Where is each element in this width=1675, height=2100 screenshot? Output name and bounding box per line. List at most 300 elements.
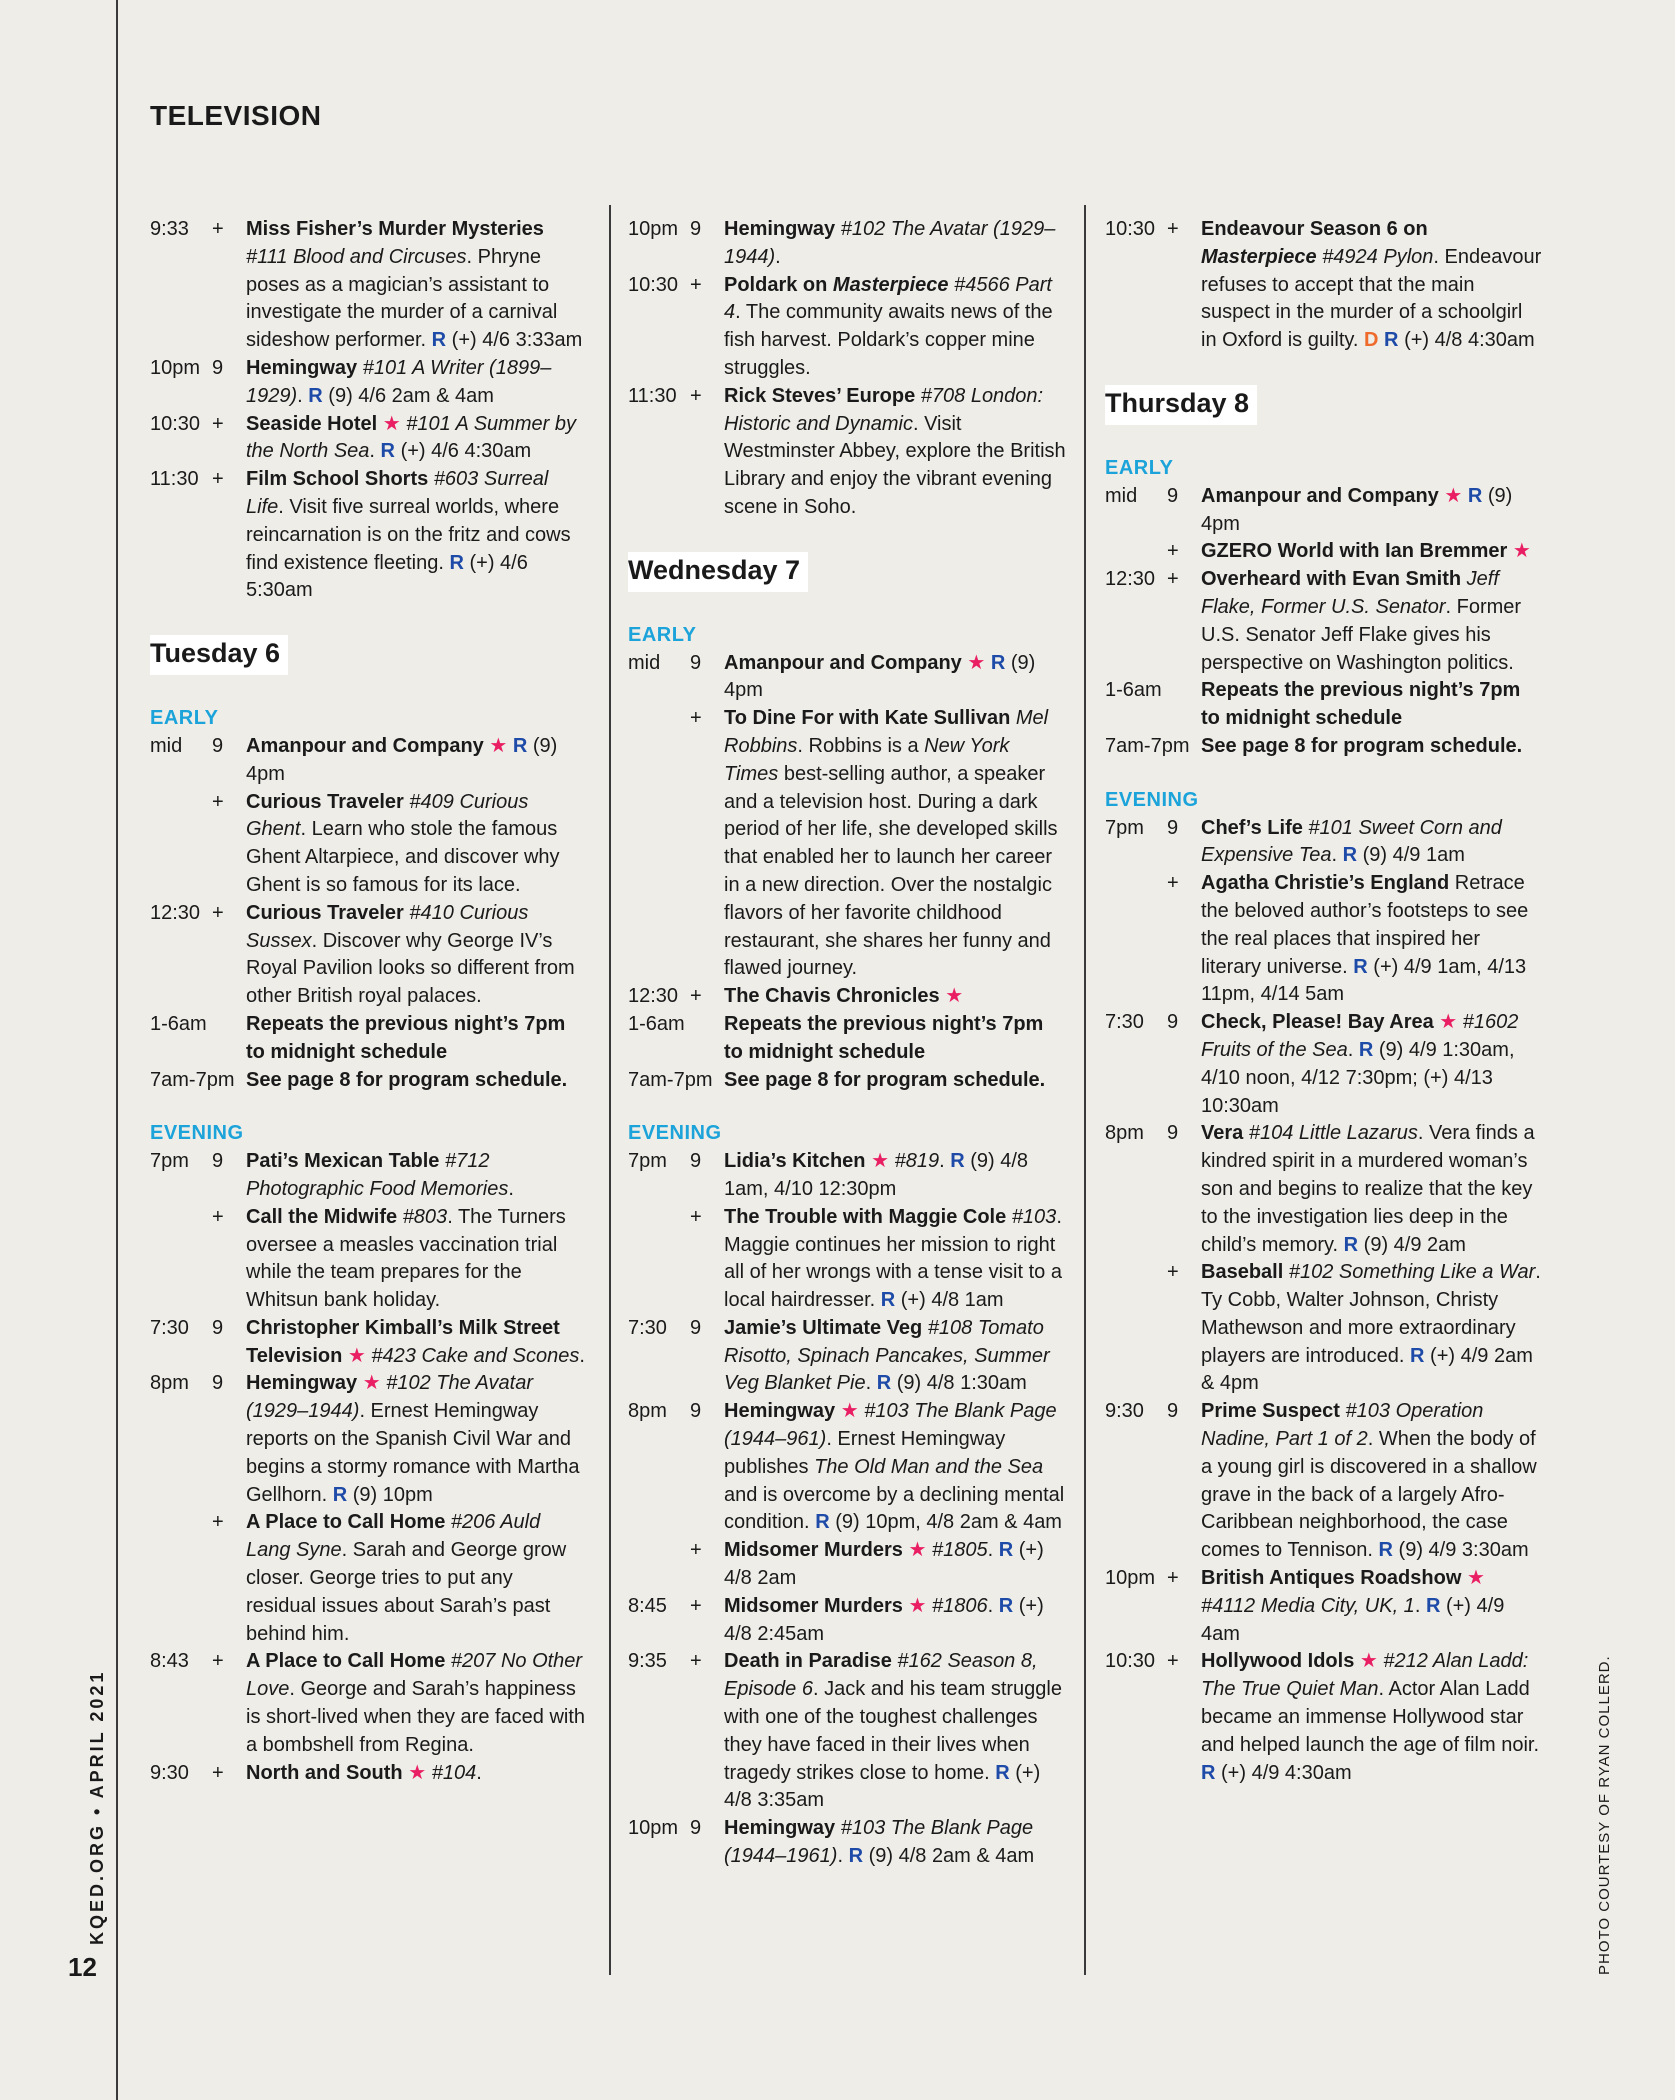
star-icon: ★	[362, 1372, 381, 1395]
description: .	[508, 1177, 514, 1200]
listing-row	[628, 983, 1066, 1011]
channel: 9	[212, 1372, 224, 1395]
listing-row	[150, 1148, 588, 1204]
time-slot: 1-6am	[150, 1012, 207, 1035]
listing-row	[628, 1815, 1066, 1871]
time-slot: 8pm	[150, 1372, 189, 1395]
description: .	[987, 1539, 994, 1562]
day-heading: Wednesday 7	[628, 552, 808, 592]
channel: +	[212, 790, 224, 813]
listing-row	[150, 1509, 588, 1648]
channel: +	[1167, 218, 1179, 240]
time-slot	[628, 1204, 690, 1315]
episode: #4112 Media City, UK, 1	[1201, 1594, 1415, 1617]
listing-row	[1105, 815, 1543, 871]
listing-row	[1105, 1120, 1543, 1259]
episode: #423 Cake and Scones	[371, 1344, 580, 1367]
channel: 9	[212, 1316, 224, 1339]
description: best-selling author, a speaker and a television host. During a dark period of her life, she developed skills that enabled her to launch her career in a new direction. Over the nostalgic flavors of her favorite childhood restaurant, she shares her funny and flawed journey.	[724, 762, 1058, 980]
program-entry	[246, 1011, 588, 1067]
channel: +	[690, 273, 702, 296]
description: . When the body of a young girl is discovered in a shallow grave in the back of a largely Afro-Caribbean neighborhood, the case comes to Tennison.	[1201, 1428, 1537, 1562]
program-entry	[1201, 1120, 1543, 1259]
listing-row	[628, 216, 1066, 272]
star-icon: ★	[347, 1344, 366, 1367]
time-slot: 11:30	[628, 384, 677, 407]
episode: #712 Photographic Food Memories	[246, 1150, 509, 1200]
star-icon: ★	[489, 734, 508, 757]
channel	[1167, 677, 1201, 733]
time-slot: 8pm	[628, 1400, 667, 1423]
star-icon: ★	[1439, 1011, 1458, 1034]
channel: +	[212, 901, 224, 924]
time-slot: 9:30	[1105, 1400, 1144, 1423]
repeat-badge: R	[1342, 844, 1358, 867]
listing-row	[1105, 1565, 1543, 1648]
channel: 9	[1167, 1011, 1179, 1034]
repeat-airings: (9) 4/6 2am & 4am	[328, 384, 494, 407]
time-slot: 7pm	[150, 1150, 189, 1173]
program-title: See page 8 for program schedule.	[246, 1068, 568, 1091]
time-slot: 9:33	[150, 218, 189, 240]
schedule-column-1	[150, 216, 588, 1787]
episode: #162 Season 8, Episode 6	[724, 1650, 1038, 1701]
episode: #410 Curious Sussex	[246, 901, 529, 952]
listing-row	[628, 1593, 1066, 1649]
program-entry	[724, 983, 1066, 1011]
time-slot: 7pm	[1105, 816, 1144, 839]
repeat-airings: (9) 4/9 3:30am	[1398, 1539, 1529, 1562]
repeat-badge: R	[815, 1511, 830, 1534]
program-entry	[246, 1370, 588, 1509]
episode: #104 Little Lazarus	[1248, 1122, 1418, 1145]
star-icon: ★	[1466, 1567, 1485, 1590]
listing-row	[150, 1370, 588, 1509]
channel: 9	[1167, 1122, 1179, 1145]
episode: #4566 Part 4	[724, 273, 1052, 324]
listing-row	[1105, 483, 1543, 539]
description: .	[1414, 1594, 1421, 1617]
time-slot: 7am-7pm	[628, 1068, 713, 1091]
description: . George and Sarah’s happiness is short-lived when they are faced with a bombshell from Regina.	[246, 1678, 586, 1756]
description: .	[1331, 844, 1338, 867]
description: . Robbins is a	[797, 734, 925, 757]
period-label-early: EARLY	[150, 707, 219, 730]
channel: +	[1167, 1567, 1179, 1590]
period-label-evening: EVENING	[1105, 788, 1199, 811]
star-icon: ★	[908, 1539, 927, 1562]
program-title: Check, Please! Bay Area	[1201, 1011, 1434, 1034]
repeat-airings: (+) 4/6 4:30am	[400, 440, 532, 463]
listing-row	[150, 1648, 588, 1759]
time-slot: 7:30	[150, 1316, 189, 1339]
time-slot: 10pm	[628, 1817, 679, 1840]
listing-row	[628, 1537, 1066, 1593]
listing-row	[150, 216, 588, 355]
description: and is overcome by a declining mental condition.	[724, 1483, 1065, 1534]
episode: #207 No Other Love	[246, 1650, 583, 1701]
time-slot	[150, 789, 212, 900]
program-entry	[1201, 733, 1543, 761]
channel: 9	[1167, 816, 1179, 839]
description: .	[865, 1372, 872, 1395]
program-entry	[246, 900, 588, 1011]
repeat-airings: (9) 4/8 2am & 4am	[868, 1845, 1035, 1868]
channel: 9	[690, 1817, 702, 1840]
channel: 9	[690, 1150, 702, 1173]
program-entry	[724, 1315, 1066, 1398]
program-title: Midsomer Murders	[724, 1539, 903, 1562]
repeat-airings: (+) 4/9 2am & 4pm	[1201, 1344, 1533, 1395]
channel: +	[690, 1650, 702, 1673]
time-slot	[150, 1204, 212, 1315]
channel: 9	[690, 218, 702, 240]
program-title-italic: Masterpiece	[1201, 245, 1317, 268]
program-title: Midsomer Murders	[724, 1594, 903, 1617]
program-entry	[724, 1593, 1066, 1649]
listing-row	[150, 1204, 588, 1315]
program-entry	[724, 1011, 1066, 1067]
program-title: Seaside Hotel	[246, 412, 378, 435]
program-entry	[724, 650, 1066, 706]
program-title: Repeats the previous night’s 7pm to midnight schedule	[724, 1012, 1044, 1063]
listing-row	[1105, 216, 1543, 355]
episode: #803	[402, 1205, 448, 1228]
time-slot	[628, 705, 690, 983]
program-title: British Antiques Roadshow	[1201, 1567, 1462, 1590]
program-entry	[246, 789, 588, 900]
program-title: Hemingway	[724, 218, 836, 240]
channel: +	[690, 384, 702, 407]
star-icon: ★	[408, 1761, 427, 1784]
description-italic: The Old Man and the Sea	[814, 1455, 1044, 1478]
description-italic: New York Times	[724, 734, 1010, 785]
time-slot: 9:35	[628, 1650, 667, 1673]
program-title: Amanpour and Company	[724, 651, 962, 674]
channel: +	[690, 1205, 702, 1228]
repeat-airings: (9) 4pm	[724, 651, 1036, 702]
repeat-badge: R	[1353, 955, 1368, 978]
program-title: See page 8 for program schedule.	[1201, 734, 1523, 757]
star-icon: ★	[840, 1400, 859, 1423]
description: .	[476, 1761, 482, 1784]
listing-row	[1105, 1009, 1543, 1120]
star-icon: ★	[908, 1594, 927, 1617]
repeat-airings: (+) 4/6 5:30am	[246, 551, 528, 602]
listing-row	[150, 733, 588, 789]
program-title: Amanpour and Company	[1201, 484, 1439, 507]
program-title: North and South	[246, 1761, 403, 1784]
program-title: Rick Steves’ Europe	[724, 384, 916, 407]
channel: +	[212, 1650, 224, 1673]
program-title: A Place to Call Home	[246, 1511, 446, 1534]
program-entry	[1201, 870, 1543, 1009]
channel: +	[1167, 568, 1179, 591]
listing-row	[628, 1148, 1066, 1204]
episode: #212 Alan Ladd: The True Quiet Man	[1201, 1650, 1529, 1701]
time-slot: 7am-7pm	[150, 1068, 235, 1091]
episode: #101 A Summer by the North Sea	[246, 412, 576, 463]
star-icon: ★	[382, 412, 401, 435]
repeat-badge: R	[1425, 1594, 1441, 1617]
program-entry	[724, 705, 1066, 983]
repeat-airings: (+) 4/8 4:30am	[1404, 329, 1535, 352]
listing-row	[628, 705, 1066, 983]
episode: Jeff Flake, Former U.S. Senator	[1201, 568, 1499, 618]
repeat-airings: (9) 4/8 1am, 4/10 12:30pm	[724, 1150, 1029, 1200]
repeat-airings: (+) 4/8 2:45am	[724, 1594, 1044, 1645]
repeat-badge: R	[1358, 1038, 1374, 1061]
listing-row	[628, 383, 1066, 522]
episode: #103 Operation Nadine, Part 1 of 2	[1201, 1400, 1484, 1451]
program-title: Christopher Kimball’s Milk Street Television	[246, 1316, 560, 1367]
channel	[690, 1067, 724, 1095]
footer-site-date: KQED.ORG • APRIL 2021	[87, 1669, 107, 1945]
channel: 9	[1167, 484, 1179, 507]
description: . The community awaits news of the fish harvest. Poldark’s copper mine struggles.	[724, 301, 1053, 379]
episode: #819	[894, 1150, 940, 1173]
channel: +	[212, 1205, 224, 1228]
program-entry	[246, 1204, 588, 1315]
star-icon: ★	[1359, 1650, 1378, 1673]
description: .	[297, 384, 303, 407]
channel: +	[212, 1511, 224, 1534]
episode: #108 Tomato Risotto, Spinach Pancakes, Summer Veg Blanket Pie	[724, 1316, 1050, 1395]
channel: 9	[690, 1400, 702, 1423]
time-slot: 1-6am	[628, 1012, 685, 1035]
channel: +	[1167, 540, 1179, 563]
repeat-badge: R	[998, 1539, 1014, 1562]
program-title: Hemingway	[246, 1372, 358, 1395]
time-slot: 10:30	[628, 273, 679, 296]
episode: #102 The Avatar (1929–1944)	[724, 218, 1056, 268]
program-title: Prime Suspect	[1201, 1400, 1340, 1423]
program-entry	[1201, 677, 1543, 733]
repeat-badge: R	[995, 1761, 1010, 1784]
program-title: Amanpour and Company	[246, 734, 484, 757]
episode: #111 Blood and Circuses	[246, 245, 467, 268]
listing-row	[150, 411, 588, 467]
episode: #103 The Blank Page (1944–1961)	[724, 1817, 1034, 1868]
repeat-airings: (+) 4/9 1am, 4/13 11pm, 4/14 5am	[1201, 955, 1527, 1006]
time-slot: 12:30	[628, 985, 679, 1008]
star-icon: ★	[945, 985, 964, 1008]
repeat-badge: R	[308, 384, 323, 407]
program-entry	[1201, 1259, 1543, 1398]
channel: +	[212, 218, 224, 240]
repeat-airings: (9) 4/9 1am	[1362, 844, 1465, 867]
listing-row	[1105, 1398, 1543, 1565]
time-slot: 10pm	[628, 218, 679, 240]
time-slot: 10:30	[1105, 218, 1156, 240]
column-rule	[1084, 205, 1086, 1975]
listing-row	[628, 1204, 1066, 1315]
repeat-airings: (9) 4pm	[246, 734, 558, 785]
description: . Discover why George IV’s Royal Pavilion looks so different from other British royal palaces.	[246, 929, 575, 1008]
time-slot: 10pm	[1105, 1567, 1156, 1590]
channel: +	[690, 985, 702, 1008]
episode: #102 Something Like a War	[1288, 1261, 1536, 1284]
time-slot: 12:30	[150, 901, 201, 924]
description: Retrace the beloved author’s footsteps to see the real places that inspired her literary universe.	[1201, 872, 1529, 978]
listing-row	[1105, 1648, 1543, 1787]
program-entry	[1201, 538, 1543, 566]
repeat-airings: (9) 4/8 1:30am	[896, 1372, 1027, 1395]
episode: #104	[431, 1761, 477, 1784]
description: . Jack and his team struggle with one of the toughest challenges they have faced in their lives when tragedy strikes close to home.	[724, 1678, 1062, 1784]
listing-row	[150, 1315, 588, 1371]
time-slot: mid	[150, 734, 183, 757]
channel: 9	[212, 734, 224, 757]
episode: #1806	[932, 1594, 988, 1617]
time-slot: mid	[1105, 484, 1138, 507]
program-title: The Trouble with Maggie Cole	[724, 1205, 1007, 1228]
time-slot	[1105, 538, 1167, 566]
repeat-badge: R	[1467, 484, 1483, 507]
program-title-italic: Masterpiece	[832, 273, 949, 296]
episode: #603 Surreal Life	[246, 468, 549, 518]
program-entry	[246, 1067, 588, 1095]
program-title: Pati’s Mexican Table	[246, 1150, 440, 1173]
program-title: Hemingway	[724, 1400, 836, 1423]
listing-row	[150, 1067, 588, 1095]
listing-row	[150, 900, 588, 1011]
description: . Maggie continues her mission to right all of her wrongs with a tense visit to a local hairdresser.	[724, 1205, 1062, 1312]
channel	[690, 1011, 724, 1067]
time-slot: 10:30	[1105, 1650, 1156, 1673]
repeat-badge: R	[1201, 1761, 1216, 1784]
period-label-early: EARLY	[628, 623, 697, 646]
star-icon: ★	[967, 651, 986, 674]
program-entry	[246, 1760, 588, 1788]
program-title: Repeats the previous night’s 7pm to midnight schedule	[1201, 679, 1521, 730]
repeat-badge: R	[880, 1289, 896, 1312]
listing-row	[1105, 566, 1543, 677]
program-title: To Dine For with Kate Sullivan	[724, 707, 1011, 730]
channel: +	[212, 412, 224, 435]
listing-row	[628, 272, 1066, 383]
repeat-badge: R	[998, 1594, 1014, 1617]
episode: #708 London: Historic and Dynamic	[724, 384, 1044, 435]
program-entry	[1201, 216, 1543, 355]
episode: #4924 Pylon	[1322, 245, 1434, 268]
listing-row	[150, 789, 588, 900]
described-badge: D	[1364, 329, 1379, 352]
episode: #1602 Fruits of the Sea	[1201, 1011, 1519, 1061]
program-entry	[724, 1815, 1066, 1871]
day-heading: Tuesday 6	[150, 635, 288, 675]
description: . Vera finds a kindred spirit in a murdered woman’s son and begins to realize that the key to the investigation lies deep in the child’s memory.	[1201, 1122, 1535, 1256]
program-title: Chef’s Life	[1201, 816, 1303, 839]
period-label-evening: EVENING	[628, 1122, 722, 1145]
repeat-badge: R	[380, 440, 395, 463]
program-entry	[724, 1204, 1066, 1315]
listing-row	[628, 1067, 1066, 1095]
channel: +	[1167, 1650, 1179, 1673]
description: . Sarah and George grow closer. George tries to put any residual issues about Sarah’s past behind him.	[246, 1539, 567, 1645]
left-margin-rule	[116, 0, 118, 2100]
channel: +	[212, 468, 224, 491]
program-entry	[1201, 1009, 1543, 1120]
time-slot: 7:30	[1105, 1011, 1144, 1034]
episode: #409 Curious Ghent	[246, 790, 529, 841]
episode: #102 The Avatar (1929–1944)	[246, 1372, 533, 1423]
time-slot: 7am-7pm	[1105, 734, 1190, 757]
program-entry	[724, 1398, 1066, 1537]
period-label-early: EARLY	[1105, 456, 1174, 479]
program-entry	[246, 733, 588, 789]
repeat-airings: (9) 10pm	[352, 1483, 433, 1506]
description: . Visit Westminster Abbey, explore the British Library and enjoy the vibrant evening scene in Soho.	[724, 412, 1066, 518]
star-icon: ★	[871, 1150, 890, 1173]
repeat-airings: (9) 4/9 1:30am, 4/10 noon, 4/12 7:30pm; (+) 4/13 10:30am	[1201, 1038, 1515, 1117]
program-entry	[724, 216, 1066, 272]
channel: +	[212, 1761, 224, 1784]
channel: 9	[212, 356, 224, 379]
time-slot	[150, 1509, 212, 1648]
program-entry	[1201, 483, 1543, 539]
description: .	[939, 1150, 945, 1173]
time-slot: 10pm	[150, 356, 201, 379]
program-title: Poldark on	[724, 273, 828, 296]
program-title: Hemingway	[246, 356, 358, 379]
program-entry	[246, 466, 588, 605]
repeat-badge: R	[332, 1483, 348, 1506]
channel	[212, 1011, 246, 1067]
repeat-badge: R	[990, 651, 1006, 674]
time-slot: 7pm	[628, 1150, 667, 1173]
repeat-badge: R	[512, 734, 528, 757]
program-entry	[1201, 1398, 1543, 1565]
column-rule	[609, 205, 611, 1975]
repeat-badge: R	[431, 329, 447, 352]
listing-row	[150, 355, 588, 411]
time-slot	[1105, 1259, 1167, 1398]
day-heading: Thursday 8	[1105, 385, 1257, 425]
program-title: Vera	[1201, 1122, 1244, 1145]
time-slot: 11:30	[150, 468, 199, 491]
channel	[1167, 733, 1201, 761]
description: . Ernest Hemingway publishes	[724, 1428, 1006, 1478]
program-title: Overheard with Evan Smith	[1201, 568, 1462, 591]
listing-row	[150, 466, 588, 605]
listing-row	[1105, 677, 1543, 733]
listing-row	[628, 1398, 1066, 1537]
program-title: See page 8 for program schedule.	[724, 1068, 1046, 1091]
description: .	[579, 1344, 585, 1367]
program-title: Curious Traveler	[246, 901, 404, 924]
program-entry	[246, 411, 588, 467]
repeat-badge: R	[1378, 1539, 1393, 1562]
time-slot: 9:30	[150, 1761, 189, 1784]
time-slot	[628, 1537, 690, 1593]
period-label-evening: EVENING	[150, 1122, 244, 1145]
program-entry	[724, 383, 1066, 522]
program-title: Agatha Christie’s England	[1201, 872, 1450, 895]
program-entry	[246, 1509, 588, 1648]
time-slot: 8pm	[1105, 1122, 1144, 1145]
description: . The Turners oversee a measles vaccination trial while the team prepares for the Whitsun bank holiday.	[246, 1205, 566, 1312]
time-slot: 8:43	[150, 1650, 189, 1673]
description: .	[1347, 1038, 1354, 1061]
listing-row	[1105, 733, 1543, 761]
program-entry	[246, 1648, 588, 1759]
channel: +	[690, 1539, 702, 1562]
description: . Learn who stole the famous Ghent Altarpiece, and discover why Ghent is so famous for its lace.	[246, 818, 560, 896]
episode: #206 Auld Lang Syne	[246, 1511, 541, 1562]
time-slot: 8:45	[628, 1594, 667, 1617]
channel: +	[690, 1594, 702, 1617]
